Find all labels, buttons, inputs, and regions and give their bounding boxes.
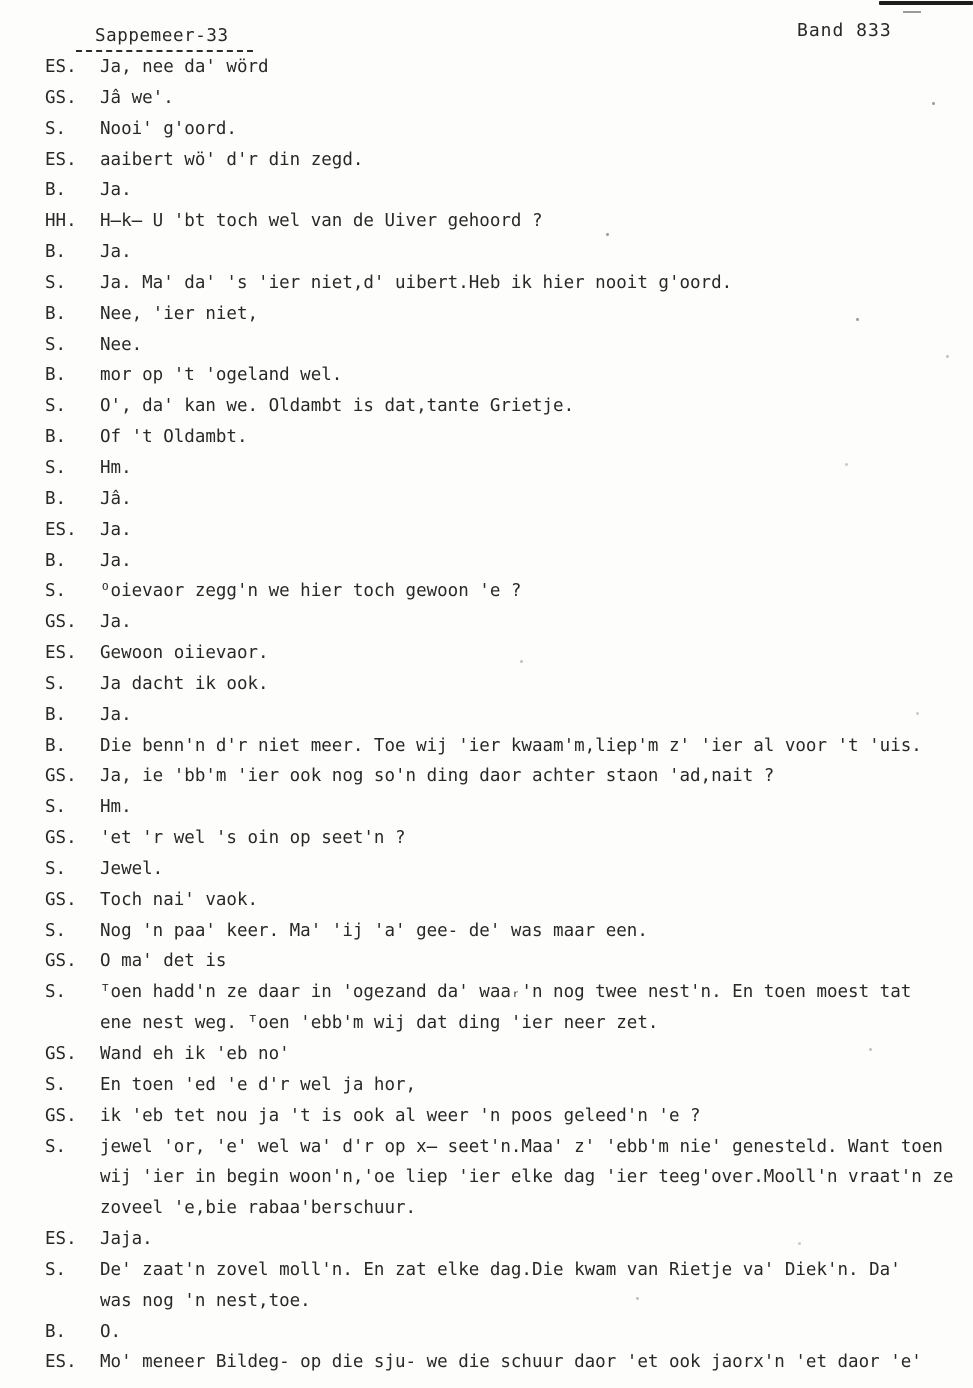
line-text: Nooi' g'oord.	[100, 118, 237, 139]
transcript-line	[0, 1101, 973, 1132]
transcript-line	[0, 145, 973, 176]
transcript-line	[0, 1008, 973, 1039]
band-label: Band 833	[797, 20, 892, 41]
line-text: Ja, nee da' wörd	[100, 57, 269, 77]
speaker-label: GS.	[45, 1044, 77, 1064]
speaker-label: B.	[45, 550, 67, 571]
line-text: jewel 'or, 'e' wel wa' d'r op x̶ seet'n.Maa' z' 'ebb'm nie' genesteld. Want toen	[100, 1136, 943, 1157]
speaker-label: B.	[45, 1321, 67, 1342]
line-text: Nog 'n paa' keer. Ma' 'ij 'a' gee- de' was maar een.	[100, 920, 648, 941]
transcript-line	[0, 700, 973, 731]
transcript-line	[0, 576, 973, 607]
transcript-line	[0, 330, 973, 361]
line-text: Jâ we'.	[100, 87, 174, 108]
speaker-label: GS.	[45, 87, 77, 108]
ink-speck	[946, 355, 949, 358]
ink-speck	[798, 1242, 801, 1245]
transcript-line	[0, 1162, 973, 1193]
speaker-label: B.	[45, 488, 67, 509]
transcript-line	[0, 484, 973, 515]
speaker-label: ES.	[45, 519, 77, 540]
speaker-label: B.	[45, 735, 67, 756]
speaker-label: B.	[45, 303, 67, 324]
speaker-label: GS.	[45, 951, 77, 972]
line-text: En toen 'ed 'e d'r wel ja hor,	[100, 1074, 417, 1095]
transcript-line	[0, 360, 973, 391]
transcript-line	[0, 1286, 973, 1317]
transcript-line	[0, 237, 973, 268]
transcript-line	[0, 453, 973, 484]
transcript-line	[0, 761, 973, 792]
line-text: Ja dacht ik ook.	[100, 673, 269, 694]
transcript-line	[0, 1317, 973, 1348]
transcript-line	[0, 299, 973, 330]
speaker-label: ES.	[45, 149, 77, 170]
speaker-label: S.	[45, 1259, 67, 1280]
transcript-line	[0, 114, 973, 145]
line-text: wij 'ier in begin woon'n,'oe liep 'ier elke dag 'ier teeg'over.Mooll'n vraat'n ze	[100, 1167, 954, 1188]
transcript-line	[0, 638, 973, 669]
scan-artifact-line	[879, 1, 973, 5]
transcript-line	[0, 731, 973, 762]
line-text: ᵀoen hadd'n ze daar in 'ogezand da' waaᵣ'n nog twee nest'n. En toen moest tat	[100, 982, 912, 1003]
scan-artifact-dashes	[903, 11, 921, 13]
speaker-label: S.	[45, 581, 67, 602]
line-text: Toch nai' vaok.	[100, 889, 259, 910]
transcript-line	[0, 206, 973, 237]
speaker-label: S.	[45, 797, 67, 818]
transcript-line	[0, 175, 973, 206]
speaker-label: B.	[45, 704, 67, 725]
transcript-line	[0, 669, 973, 700]
transcript-line	[0, 1132, 973, 1163]
transcript-line	[0, 268, 973, 299]
transcript-line	[0, 1039, 973, 1070]
transcript-line	[0, 607, 973, 638]
speaker-label: GS.	[45, 889, 77, 910]
transcript-line	[0, 391, 973, 422]
line-text: De' zaat'n zovel moll'n. En zat elke dag.Die kwam van Rietje va' Diek'n. Da'	[100, 1259, 901, 1280]
transcript-line	[0, 792, 973, 823]
line-text: Ja.	[100, 519, 132, 540]
transcript-line	[0, 52, 973, 83]
speaker-label: ES.	[45, 57, 77, 77]
transcript-line	[0, 854, 973, 885]
line-text: Of 't Oldambt.	[100, 427, 248, 448]
line-text: Wand eh ik 'eb no'	[100, 1044, 290, 1064]
line-text: Jewel.	[100, 858, 164, 879]
speaker-label: ES.	[45, 1352, 77, 1373]
line-text: ᴼoievaor zegg'n we hier toch gewoon 'e ?	[100, 581, 522, 602]
speaker-label: GS.	[45, 766, 77, 787]
line-text: Ja.	[100, 180, 132, 201]
speaker-label: B.	[45, 242, 67, 263]
line-text: ik 'eb tet nou ja 't is ook al weer 'n poos geleed'n 'e ?	[100, 1105, 701, 1126]
speaker-label: S.	[45, 272, 67, 293]
line-text: Ja, ie 'bb'm 'ier ook nog so'n ding daor achter staon 'ad,nait ?	[100, 766, 775, 787]
transcript-line	[0, 823, 973, 854]
line-text: Hm.	[100, 457, 132, 478]
speaker-label: S.	[45, 920, 67, 941]
ink-speck	[869, 1048, 872, 1051]
speaker-label: GS.	[45, 612, 77, 633]
ink-speck	[916, 712, 919, 715]
page-title: Sappemeer-33	[76, 26, 253, 52]
speaker-label: S.	[45, 118, 67, 139]
speaker-label: B.	[45, 365, 67, 386]
line-text: 'et 'r wel 's oin op seet'n ?	[100, 828, 406, 849]
ink-speck	[606, 233, 609, 236]
line-text: O.	[100, 1321, 122, 1342]
line-text: Die benn'n d'r niet meer. Toe wij 'ier kwaam'm,liep'm z' 'ier al voor 't 'uis.	[100, 735, 922, 756]
speaker-label: ES.	[45, 643, 77, 664]
speaker-label: S.	[45, 1136, 67, 1157]
speaker-label: GS.	[45, 1105, 77, 1126]
transcript-line	[0, 946, 973, 977]
transcript-line	[0, 1224, 973, 1255]
transcript-line	[0, 515, 973, 546]
line-text: Ja.	[100, 704, 132, 725]
speaker-label: S.	[45, 457, 67, 478]
speaker-label: B.	[45, 427, 67, 448]
speaker-label: S.	[45, 334, 67, 355]
speaker-label: S.	[45, 396, 67, 417]
line-text: Nee, 'ier niet,	[100, 303, 259, 324]
ink-speck	[636, 1297, 639, 1300]
transcript-line	[0, 546, 973, 577]
transcript-line	[0, 885, 973, 916]
transcript-line	[0, 422, 973, 453]
transcript-line	[0, 916, 973, 947]
transcript-line	[0, 1347, 973, 1378]
transcript-line	[0, 977, 973, 1008]
line-text: was nog 'n nest,toe.	[100, 1290, 311, 1311]
line-text: ene nest weg. ᵀoen 'ebb'm wij dat ding 'ier neer zet.	[100, 1013, 659, 1034]
speaker-label: HH.	[45, 211, 77, 232]
transcript-line	[0, 1070, 973, 1101]
line-text: mor op 't 'ogeland wel.	[100, 365, 343, 386]
line-text: zoveel 'e,bie rabaa'berschuur.	[100, 1198, 417, 1219]
line-text: Gewoon oiievaor.	[100, 643, 269, 664]
line-text: Jaja.	[100, 1229, 153, 1250]
line-text: aaibert wö' d'r din zegd.	[100, 149, 364, 170]
transcript-line	[0, 1255, 973, 1286]
speaker-label: S.	[45, 858, 67, 879]
speaker-label: GS.	[45, 828, 77, 849]
ink-speck	[520, 660, 523, 663]
line-text: H̶k̶ U 'bt toch wel van de Uiver gehoord ?	[100, 211, 543, 232]
line-text: O ma' det is	[100, 951, 227, 972]
ink-speck	[932, 102, 935, 105]
line-text: Hm.	[100, 797, 132, 818]
ink-speck	[845, 463, 848, 466]
line-text: Ja.	[100, 242, 132, 263]
line-text: Nee.	[100, 334, 143, 355]
ink-speck	[856, 318, 859, 321]
line-text: Jâ.	[100, 488, 132, 509]
speaker-label: S.	[45, 673, 67, 694]
speaker-label: ES.	[45, 1229, 77, 1250]
transcript-line	[0, 1193, 973, 1224]
speaker-label: B.	[45, 180, 67, 201]
speaker-label: S.	[45, 1074, 67, 1095]
line-text: O', da' kan we. Oldambt is dat,tante Grietje.	[100, 396, 575, 417]
line-text: Ja.	[100, 550, 132, 571]
transcript-line	[0, 83, 973, 114]
speaker-label: S.	[45, 982, 67, 1003]
line-text: Ja.	[100, 612, 132, 633]
line-text: Ja. Ma' da' 's 'ier niet,d' uibert.Heb ik hier nooit g'oord.	[100, 272, 733, 293]
line-text: Mo' meneer Bildeg- op die sju- we die schuur daor 'et ook jaorx'n 'et daor 'e'	[100, 1352, 922, 1373]
transcript	[0, 52, 973, 1378]
